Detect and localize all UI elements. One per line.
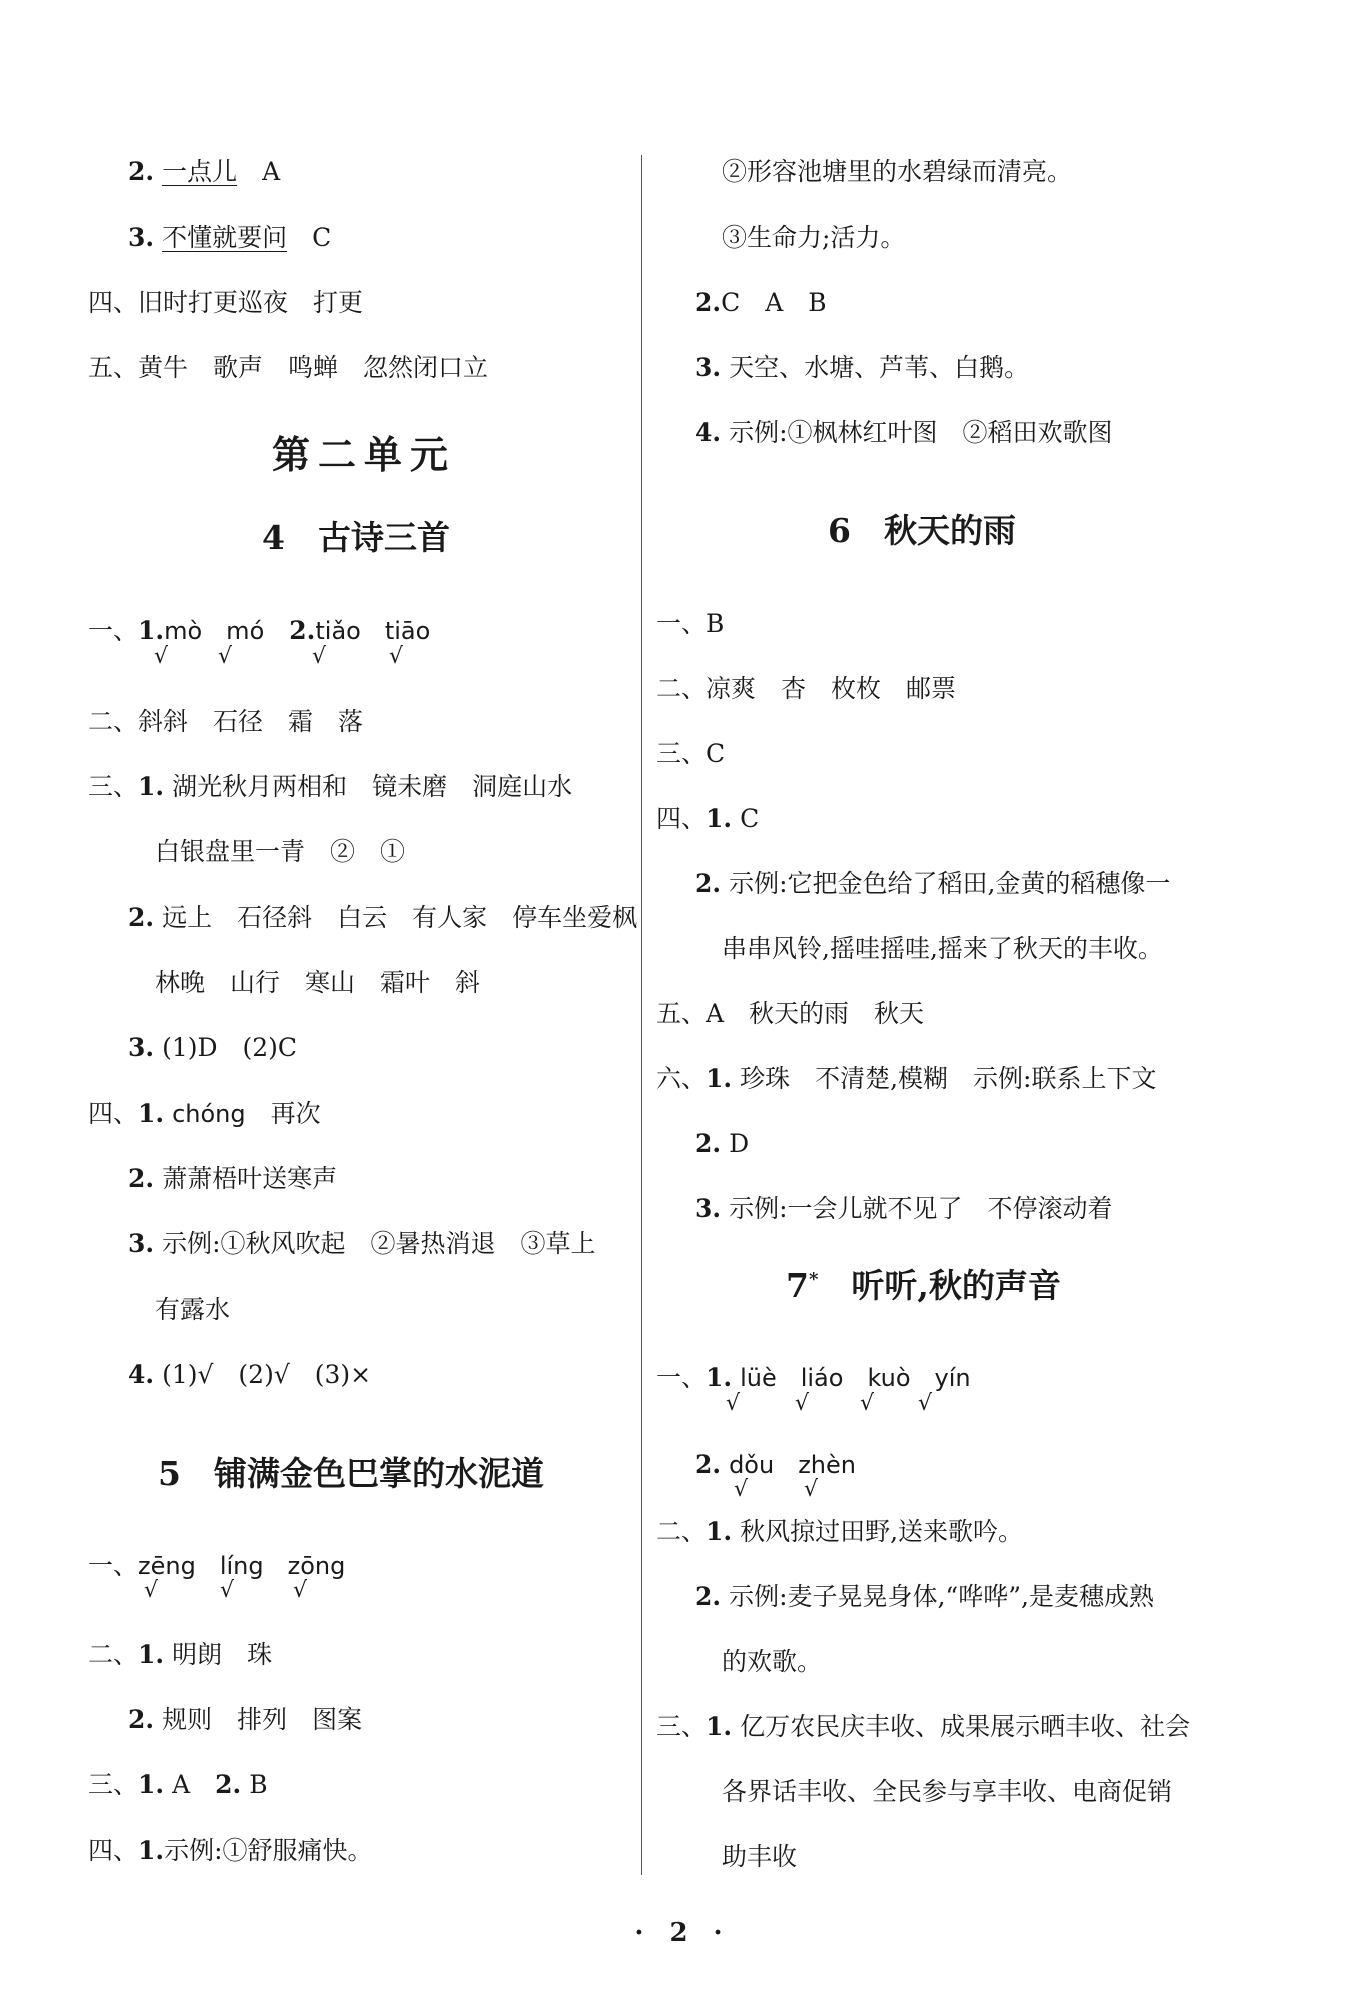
answer-line [695, 416, 1113, 450]
item-number: 4. [695, 418, 722, 447]
answer-text: A [262, 157, 281, 186]
section-title-text: 听听,秋的声音 [851, 1266, 1061, 1305]
answer-line [88, 1834, 373, 1868]
question-label: 一、 [656, 1363, 707, 1392]
question-label: 三、 [88, 1770, 139, 1799]
answer-text: 湖光秋月两相和 镜未磨 洞庭山水 [172, 772, 573, 801]
item-number: 1. [138, 616, 165, 645]
item-number: 2. [128, 1705, 155, 1734]
item-number: 2. [695, 869, 722, 898]
answer-text: C [740, 804, 760, 833]
item-number: 3. [128, 1229, 155, 1258]
item-number: 1. [706, 1363, 733, 1392]
item-number: 1. [706, 804, 733, 833]
answer-line [695, 286, 827, 320]
answer-line: ②形容池塘里的水碧绿而清亮。 [722, 157, 1073, 186]
answer-line: 四、旧时打更巡夜 打更 [88, 288, 364, 317]
question-label: 三、 [656, 1712, 707, 1741]
item-number: 2. [695, 288, 722, 317]
question-label: 四、 [88, 1099, 139, 1128]
answer-line: 助丰收 [722, 1842, 798, 1871]
question-label: 四、 [656, 804, 707, 833]
check-marks [648, 1391, 1357, 1421]
question-label: 一、 [88, 1551, 139, 1580]
answer-line [88, 1638, 272, 1672]
answer-line [656, 802, 759, 836]
answer-line [128, 901, 637, 935]
item-number: 1. [138, 1836, 165, 1865]
pinyin-text: dǒu zhèn [729, 1451, 856, 1479]
answer-line: 各界话丰收、全民参与享丰收、电商促销 [722, 1777, 1173, 1806]
page-number: · 2 · [634, 1918, 723, 1948]
check-icon: √ [734, 1477, 749, 1502]
answer-line [128, 1227, 596, 1261]
item-number: 3. [695, 353, 722, 382]
underlined-answer: 一点儿 [162, 157, 238, 186]
check-marks [0, 1578, 640, 1608]
answer-line [656, 1710, 1190, 1744]
pinyin-text: lüè liáo kuò yín [740, 1364, 971, 1392]
answer-text: 规则 排列 图案 [162, 1705, 363, 1734]
item-number: 3. [695, 1194, 722, 1223]
optional-mark: * [808, 1269, 819, 1290]
question-label: 三、 [88, 772, 139, 801]
answer-line: 白银盘里一青 ② ① [155, 837, 406, 866]
answer-line [128, 1031, 297, 1065]
item-number: 2. [128, 157, 155, 186]
question-label: 四、 [88, 1836, 139, 1865]
pinyin-text: zēng líng zōng [138, 1552, 346, 1580]
answer-line [88, 770, 572, 804]
answer-text: 珍珠 不清楚,模糊 示例:联系上下文 [740, 1064, 1157, 1093]
answer-text: A [172, 1770, 191, 1799]
check-icon: √ [795, 1391, 810, 1416]
question-label: 一、 [88, 616, 139, 645]
item-number: 2. [695, 1129, 722, 1158]
question-label: 二、 [88, 1640, 139, 1669]
answer-text: 远上 石径斜 白云 有人家 停车坐爱枫 [162, 903, 638, 932]
item-number: 1. [706, 1517, 733, 1546]
answer-line [128, 155, 280, 189]
item-number: 1. [706, 1712, 733, 1741]
unit-title: 第二单元 [272, 432, 457, 477]
answer-text: 亿万农民庆丰收、成果展示晒丰收、社会 [740, 1712, 1191, 1741]
answer-text: B [249, 1770, 268, 1799]
check-marks [648, 1477, 1357, 1507]
check-icon: √ [144, 1578, 159, 1603]
item-number: 1. [138, 1640, 165, 1669]
answer-line [656, 1515, 1023, 1549]
answer-text: 示例:①秋风吹起 ②暑热消退 ③草上 [162, 1229, 596, 1258]
answer-text: D [729, 1129, 750, 1158]
check-icon: √ [918, 1391, 933, 1416]
answer-text: 再次 [270, 1099, 321, 1128]
item-number: 3. [128, 223, 155, 252]
section-title-6: 6 秋天的雨 [828, 511, 1016, 550]
item-number: 2. [128, 903, 155, 932]
item-number: 3. [128, 1033, 155, 1062]
answer-line [695, 1192, 1113, 1226]
answer-text: C [312, 223, 332, 252]
check-icon: √ [220, 1578, 235, 1603]
answer-line [128, 1703, 362, 1737]
item-number: 1. [138, 1770, 165, 1799]
answer-line [695, 351, 1029, 385]
underlined-answer: 不懂就要问 [162, 223, 288, 252]
check-marks [0, 644, 640, 674]
check-icon: √ [389, 644, 404, 669]
answer-line: 二、凉爽 杏 枚枚 邮票 [656, 674, 957, 703]
answer-line: 林晚 山行 寒山 霜叶 斜 [155, 968, 481, 997]
answer-line: 五、A 秋天的雨 秋天 [656, 999, 925, 1028]
answer-line [695, 1127, 749, 1161]
check-icon: √ [804, 1477, 819, 1502]
check-icon: √ [860, 1391, 875, 1416]
section-title-4: 4 古诗三首 [262, 518, 450, 557]
item-number: 1. [138, 1099, 165, 1128]
answer-line [656, 1062, 1156, 1096]
answer-text: 天空、水塘、芦苇、白鹅。 [729, 353, 1030, 382]
answer-line: 三、C [656, 739, 726, 768]
answer-line [88, 614, 430, 648]
item-number: 1. [138, 772, 165, 801]
section-number: 7 [786, 1266, 809, 1305]
answer-line: 串串风铃,摇哇摇哇,摇来了秋天的丰收。 [722, 934, 1163, 963]
answer-text: 示例:它把金色给了稻田,金黄的稻穗像一 [729, 869, 1171, 898]
answer-line [695, 1580, 1154, 1614]
pinyin-text: chóng [172, 1100, 246, 1128]
answer-line [695, 867, 1170, 901]
answer-text: (1)D (2)C [162, 1033, 298, 1062]
item-number: 2. [289, 616, 316, 645]
answer-text: 示例:①枫林红叶图 ②稻田欢歌图 [729, 418, 1113, 447]
check-icon: √ [726, 1391, 741, 1416]
answer-line: 五、黄牛 歌声 鸣蝉 忽然闭口立 [88, 353, 489, 382]
answer-line [88, 1768, 268, 1802]
item-number: 2. [695, 1450, 722, 1479]
answer-line [656, 1361, 971, 1395]
answer-text: C A B [721, 288, 827, 317]
answer-text: 秋风掠过田野,送来歌吟。 [740, 1517, 1024, 1546]
answer-line: 二、斜斜 石径 霜 落 [88, 707, 364, 736]
answer-line: 有露水 [155, 1295, 231, 1324]
pinyin-text: tiǎo tiāo [315, 617, 431, 645]
answer-line: 一、B [656, 609, 725, 638]
item-number: 2. [128, 1164, 155, 1193]
check-icon: √ [312, 644, 327, 669]
pinyin-text: mò mó [164, 617, 265, 645]
answer-text: 示例:①舒服痛快。 [164, 1836, 373, 1865]
section-title-7 [786, 1260, 1061, 1307]
section-title-5: 5 铺满金色巴掌的水泥道 [158, 1454, 544, 1493]
answer-line [88, 1097, 321, 1131]
answer-line: ③生命力;活力。 [722, 223, 906, 252]
answer-text: 示例:一会儿就不见了 不停滚动着 [729, 1194, 1113, 1223]
check-icon: √ [293, 1578, 308, 1603]
question-label: 六、 [656, 1064, 707, 1093]
answer-text: 示例:麦子晃晃身体,“哗哗”,是麦穗成熟 [729, 1582, 1154, 1611]
item-number: 2. [695, 1582, 722, 1611]
answer-line [128, 221, 331, 255]
answer-text: 萧萧梧叶送寒声 [162, 1164, 338, 1193]
answer-text: (1)√ (2)√ (3)× [162, 1360, 372, 1389]
item-number: 4. [128, 1360, 155, 1389]
question-label: 二、 [656, 1517, 707, 1546]
check-icon: √ [218, 644, 233, 669]
answer-text: 明朗 珠 [172, 1640, 273, 1669]
answer-line: 的欢歌。 [722, 1647, 823, 1676]
item-number: 1. [706, 1064, 733, 1093]
check-icon: √ [154, 644, 169, 669]
item-number: 2. [215, 1770, 242, 1799]
answer-line [128, 1162, 337, 1196]
answer-line [128, 1358, 371, 1392]
column-divider [641, 155, 642, 1875]
